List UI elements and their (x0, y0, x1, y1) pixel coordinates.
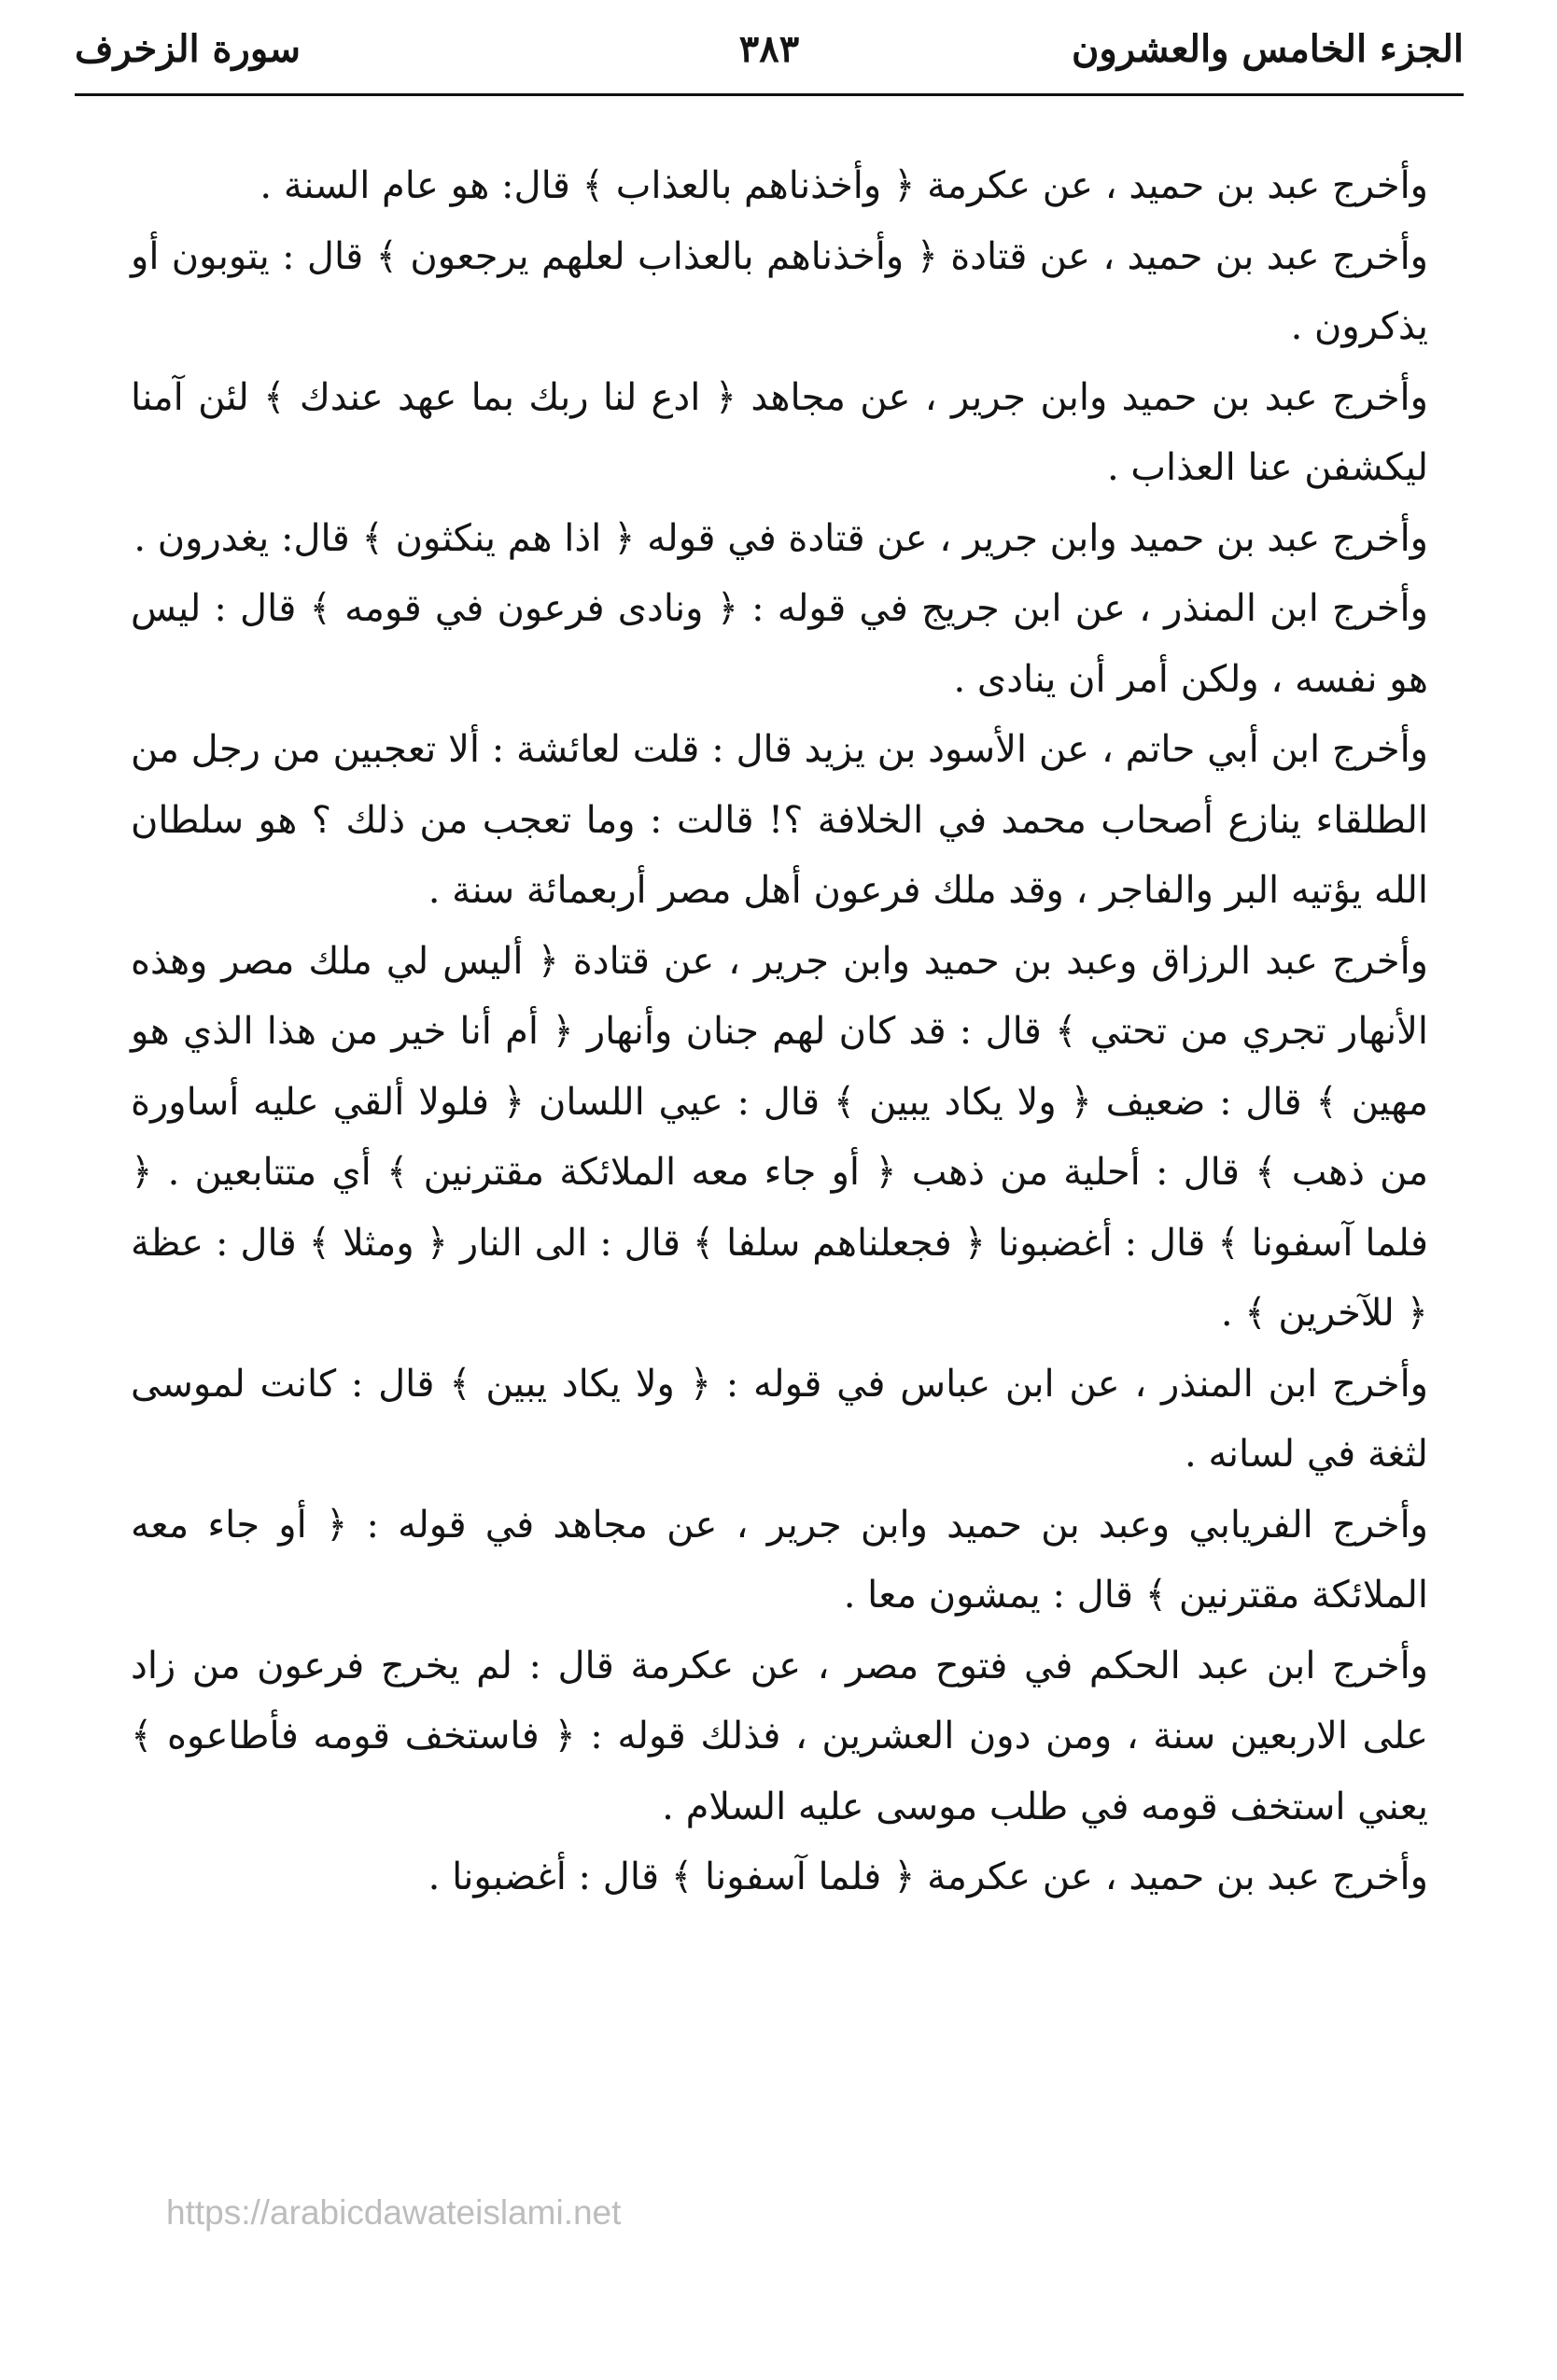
page-header (75, 17, 1464, 82)
header-part-title: الجزء الخامس والعشرون (1072, 27, 1464, 71)
paragraph-5: وأخرج ابن المنذر ، عن ابن جريج في قوله : ﴿ ونادى فرعون في قومه ﴾ قال : ليس هو نفسه ، ولكن أمر أن ينادى . (131, 587, 1428, 701)
paragraph-4: وأخرج عبد بن حميد وابن جرير ، عن قتادة في قوله ﴿ اذا هم ينكثون ﴾ قال: يغدرون . (133, 516, 1428, 560)
paragraph-3: وأخرج عبد بن حميد وابن جرير ، عن مجاهد ﴿ ادع لنا ربك بما عهد عندك ﴾ لئن آمنا ليكشفن عنا العذاب . (131, 375, 1428, 489)
paragraph-6: وأخرج ابن أبي حاتم ، عن الأسود بن يزيد قال : قلت لعائشة : ألا تعجبين من رجل من الطلقاء ينازع أصحاب محمد في الخلافة ؟! قالت : وما تعجب من ذلك ؟ هو سلطان الله يؤتيه البر والفاجر ، وقد ملك فرعون أهل مصر أربعمائة سنة . (131, 728, 1428, 912)
watermark-url: https://arabicdawateislami.net (166, 2193, 622, 2232)
paragraph-9: وأخرج الفريابي وعبد بن حميد وابن جرير ، عن مجاهد في قوله : ﴿ أو جاء معه الملائكة مقترنين ﴾ قال : يمشون معا . (131, 1503, 1428, 1617)
header-page-number: ٣٨٣ (738, 27, 800, 71)
paragraph-8: وأخرج ابن المنذر ، عن ابن عباس في قوله : ﴿ ولا يكاد يبين ﴾ قال : كانت لموسى لثغة في لسانه . (131, 1362, 1428, 1476)
paragraph-7: وأخرج عبد الرزاق وعبد بن حميد وابن جرير ، عن قتادة ﴿ أليس لي ملك مصر وهذه الأنهار تجري من تحتي ﴾ قال : قد كان لهم جنان وأنهار ﴿ أم أنا خير من هذا الذي هو مهين ﴾ قال : ضعيف ﴿ ولا يكاد يبين ﴾ قال : عيي اللسان ﴿ فلولا ألقي عليه أساورة من ذهب ﴾ قال : أحلية من ذهب ﴿ أو جاء معه الملائكة مقترنين ﴾ أي متتابعين . ﴿ فلما آسفونا ﴾ قال : أغضبونا ﴿ فجعلناهم سلفا ﴾ قال : الى النار ﴿ ومثلا ﴾ قال : عظة ﴿ للآخرين ﴾ . (131, 939, 1428, 1335)
paragraph-11: وأخرج عبد بن حميد ، عن عكرمة ﴿ فلما آسفونا ﴾ قال : أغضبونا . (428, 1855, 1428, 1898)
body-text (131, 151, 1428, 1913)
paragraph-10: وأخرج ابن عبد الحكم في فتوح مصر ، عن عكرمة قال : لم يخرج فرعون من زاد على الاربعين سنة ، ومن دون العشرين ، فذلك قوله : ﴿ فاستخف قومه فأطاعوه ﴾ يعني استخف قومه في طلب موسى عليه السلام . (131, 1644, 1428, 1828)
paragraph-2: وأخرج عبد بن حميد ، عن قتادة ﴿ وأخذناهم بالعذاب لعلهم يرجعون ﴾ قال : يتوبون أو يذكرون . (131, 234, 1428, 348)
header-surah-title: سورة الزخرف (75, 27, 302, 71)
header-divider (75, 93, 1464, 96)
paragraph-1: وأخرج عبد بن حميد ، عن عكرمة ﴿ وأخذناهم بالعذاب ﴾ قال: هو عام السنة . (260, 164, 1428, 207)
